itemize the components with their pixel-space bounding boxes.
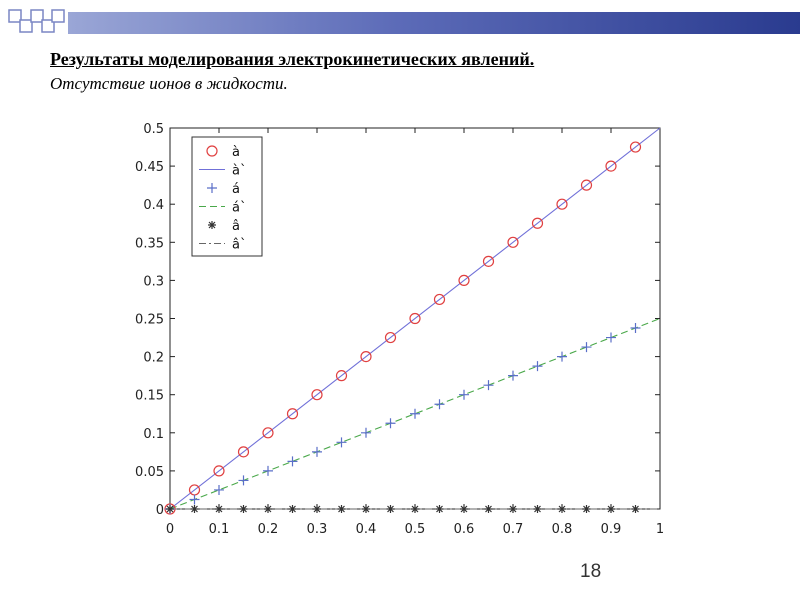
data-point-star xyxy=(191,505,199,513)
x-tick-label: 0 xyxy=(165,522,175,537)
legend-label-3: á` xyxy=(232,200,247,216)
legend-box xyxy=(192,137,262,256)
y-tick-label: 0 xyxy=(155,503,164,518)
data-point-star xyxy=(387,505,395,513)
y-tick-label: 0.05 xyxy=(135,464,164,480)
slide-title: Результаты моделирования электрокинетических явлений. xyxy=(50,49,535,69)
x-tick-label: 0.9 xyxy=(600,522,622,537)
data-point-star xyxy=(411,505,419,513)
legend-label-4: â xyxy=(232,219,240,234)
data-point-star xyxy=(362,505,370,513)
slide-subtitle: Отсутствие ионов в жидкости. xyxy=(50,74,288,93)
data-point-star xyxy=(289,505,297,513)
y-tick-label: 0.3 xyxy=(143,274,164,290)
page-number: 18 xyxy=(580,561,602,582)
x-tick-label: 0.6 xyxy=(453,522,475,537)
data-point-star xyxy=(166,505,174,513)
x-tick-label: 0.5 xyxy=(404,522,426,537)
data-point-star xyxy=(583,505,591,513)
legend-label-0: à xyxy=(232,145,240,160)
data-point-star xyxy=(534,505,542,513)
data-point-star xyxy=(338,505,346,513)
data-point-star xyxy=(485,505,493,513)
data-point-star xyxy=(313,505,321,513)
data-point-star xyxy=(240,505,248,513)
data-point-star xyxy=(509,505,517,513)
legend-label-1: à` xyxy=(232,163,247,179)
y-tick-label: 0.2 xyxy=(143,350,164,366)
x-tick-label: 0.4 xyxy=(355,522,377,537)
x-tick-label: 1 xyxy=(655,522,665,537)
data-point-star xyxy=(632,505,640,513)
data-point-star xyxy=(558,505,566,513)
y-tick-label: 0.4 xyxy=(143,198,164,214)
data-point-star xyxy=(215,505,223,513)
y-tick-label: 0.25 xyxy=(135,312,164,328)
data-point-star xyxy=(436,505,444,513)
legend-label-5: â` xyxy=(232,237,247,253)
legend-label-2: á xyxy=(232,182,240,197)
data-point-star xyxy=(460,505,468,513)
data-point-star xyxy=(607,505,615,513)
data-point-star xyxy=(264,505,272,513)
y-tick-label: 0.15 xyxy=(135,388,164,404)
x-tick-label: 0.7 xyxy=(502,522,524,537)
legend-symbol-4 xyxy=(208,221,216,229)
y-tick-label: 0.45 xyxy=(135,160,164,176)
x-tick-label: 0.1 xyxy=(208,522,230,537)
y-tick-label: 0.1 xyxy=(143,426,164,442)
y-tick-label: 0.35 xyxy=(135,236,164,252)
x-tick-label: 0.2 xyxy=(257,522,279,537)
x-tick-label: 0.8 xyxy=(551,522,573,537)
x-tick-label: 0.3 xyxy=(306,522,328,537)
y-tick-label: 0.5 xyxy=(143,122,164,137)
